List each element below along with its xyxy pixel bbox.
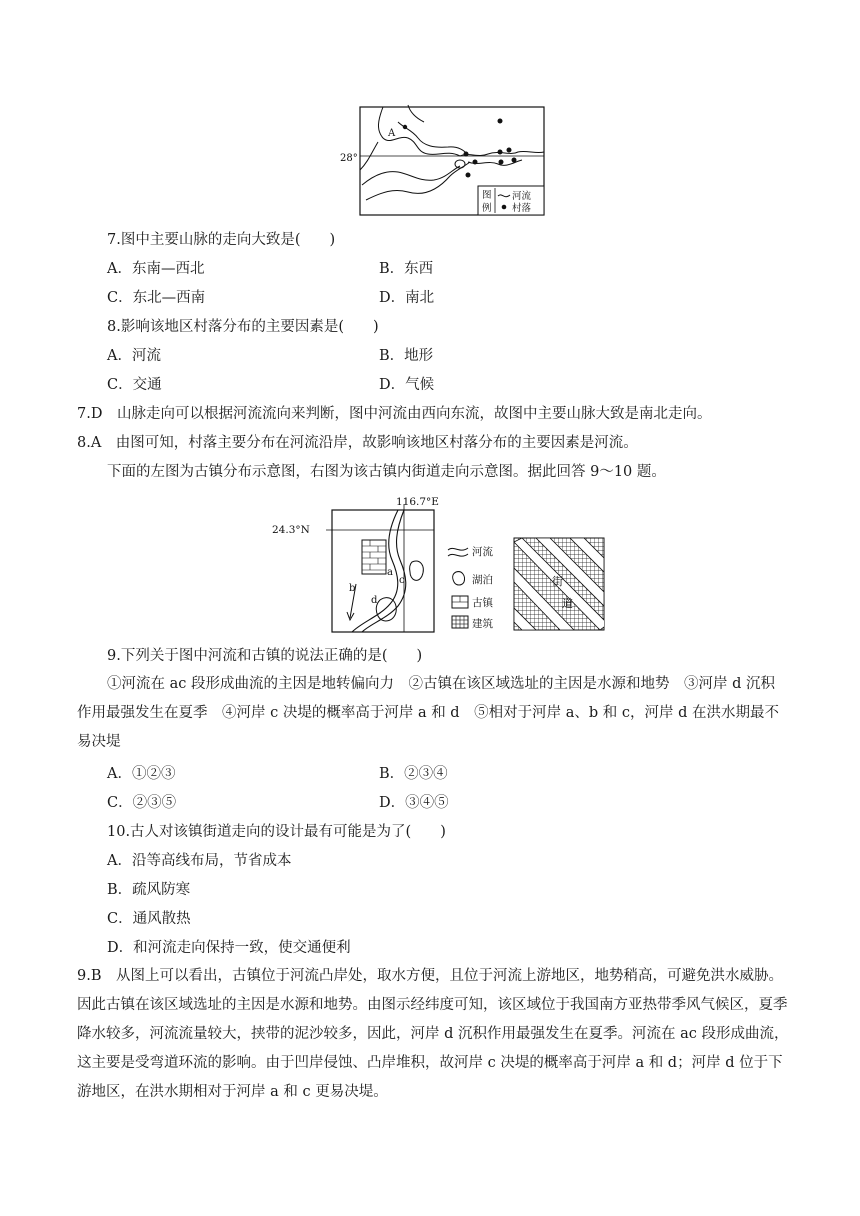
question-7-option-b: B．东西 [379,261,434,277]
legend-title-1: 图 [482,190,492,201]
latitude-label: 28° [340,153,358,164]
point-b-label: b [349,583,356,594]
question-10-stem: 10.古人对该镇街道走向的设计最有可能是为了( ) [107,824,446,840]
legend-river-label: 河流 [512,191,532,202]
question-9-option-a: A．①②③ [107,766,176,782]
latitude-label-2: 24.3°N [272,524,310,536]
question-9-option-d: D．③④⑤ [379,795,449,811]
figure-river-village-map [338,100,548,220]
question-8-option-d: D．气候 [379,377,435,393]
street-label-1: 街 [552,575,563,588]
question-7-option-d: D．南北 [379,290,435,306]
question-8-option-b: B．地形 [379,348,434,364]
question-10-option-d: D．和河流走向保持一致，使交通便利 [107,940,351,956]
question-9-option-b: B．②③④ [379,766,448,782]
question-10-option-b: B．疏风防寒 [107,882,191,898]
question-7-option-c: C．东北—西南 [107,290,206,306]
point-a-label: A [388,128,396,139]
longitude-label: 116.7°E [396,496,439,508]
legend-lake-label: 湖泊 [472,574,493,586]
question-8-option-a: A．河流 [107,348,161,364]
question-7-stem: 7.图中主要山脉的走向大致是( ) [107,232,336,248]
legend-village-label: 村落 [512,203,532,214]
legend-river-label-2: 河流 [472,546,493,558]
question-10-option-c: C．通风散热 [107,911,191,927]
question-9-option-c: C．②③⑤ [107,795,177,811]
intro-questions-9-10: 下面的左图为古镇分布示意图，右图为该古镇内街道走向示意图。据此回答 9～10 题。 [107,464,666,480]
question-9-stem: 9.下列关于图中河流和古镇的说法正确的是( ) [107,648,423,664]
street-label-2: 道 [562,597,573,610]
answer-8: 8.A 由图可知，村落主要分布在河流沿岸，故影响该地区村落分布的主要因素是河流。 [77,435,638,451]
point-c-label: c [399,575,405,586]
legend-building-label: 建筑 [472,618,493,630]
question-10-option-a: A．沿等高线布局，节省成本 [107,853,292,869]
figure-ancient-town-map [270,490,610,640]
question-9-statements: ①河流在 ac 段形成曲流的主因是地转偏向力 ②古镇在该区域选址的主因是水源和地势 ③河岸 d 沉积作用最强发生在夏季 ④河岸 c 决堤的概率高于河岸 a 和 d ⑤相对于河岸 a、b 和 c，河岸 d 在洪水期最不易决堤 [77,676,779,750]
point-a-label-2: a [387,567,393,578]
answer-7: 7.D 山脉走向可以根据河流流向来判断，图中河流由西向东流，故图中主要山脉大致是南北走向。 [77,406,712,422]
legend-title-2: 例 [482,203,492,214]
point-d-label: d [371,595,378,606]
legend-town-label: 古镇 [472,597,493,609]
question-7-option-a: A．东南—西北 [107,261,205,277]
answer-9: 9.B 从图上可以看出，古镇位于河流凸岸处，取水方便，且位于河流上游地区，地势稍高，可避免洪水威胁。因此古镇在该区域选址的主因是水源和地势。由图示经纬度可知，该区域位于我国南方亚热带季风气候区，夏季降水较多，河流流量较大，挟带的泥沙较多，因此，河岸 d 沉积作用最强发生在夏季。河流在 ac 段形成曲流，这主要是受弯道环流的影响。由于凹岸侵蚀、凸岸堆积，故河岸 c 决堤的概率高于河岸 a 和 d；河岸 d 位于下游地区，在洪水期相对于河岸 a 和 c 更易决堤。 [77,968,789,1100]
question-8-option-c: C．交通 [107,377,162,393]
question-8-stem: 8.影响该地区村落分布的主要因素是( ) [107,319,379,335]
